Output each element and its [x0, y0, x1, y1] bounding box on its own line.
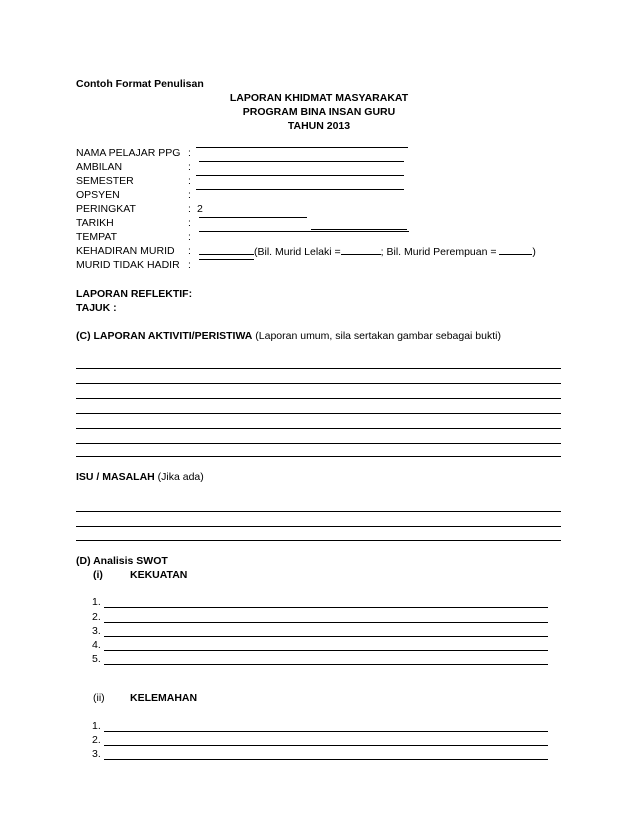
opsyen-blank[interactable] [196, 189, 404, 190]
title-line-2: PROGRAM BINA INSAN GURU [242, 106, 396, 118]
weakness-line[interactable] [104, 745, 548, 746]
field-label-nama: NAMA PELAJAR PPG [76, 147, 181, 159]
field-colon: : [188, 189, 191, 201]
section-d-heading: (D) Analisis SWOT [76, 555, 168, 567]
writing-line[interactable] [76, 511, 561, 512]
semester-blank[interactable] [196, 175, 404, 176]
field-colon: : [188, 203, 191, 215]
writing-line[interactable] [76, 383, 561, 384]
writing-line[interactable] [76, 428, 561, 429]
reflective-heading: LAPORAN REFLEKTIF: [76, 288, 193, 300]
strength-number: 3. [92, 625, 101, 637]
strength-line[interactable] [104, 636, 548, 637]
writing-line[interactable] [76, 540, 561, 541]
weakness-index: (ii) [93, 692, 105, 704]
section-c-label: (C) LAPORAN AKTIVITI/PERISTIWA [76, 330, 253, 342]
strength-number: 4. [92, 639, 101, 651]
tarikh-blank-2[interactable] [311, 217, 407, 230]
section-c-heading [76, 330, 501, 342]
kehadiran-row [199, 245, 536, 258]
field-label-kehadiran: KEHADIRAN MURID [76, 245, 175, 257]
strength-index: (i) [93, 569, 103, 581]
tarikh-blank-1[interactable] [199, 217, 307, 218]
kehadiran-total-blank[interactable] [199, 245, 254, 255]
ambilan-blank[interactable] [199, 161, 404, 162]
field-colon: : [188, 245, 191, 257]
weakness-number: 1. [92, 720, 101, 732]
field-colon: : [188, 259, 191, 271]
tempat-blank[interactable] [199, 231, 409, 232]
field-colon: : [188, 217, 191, 229]
nama-pelajar-blank[interactable] [196, 147, 408, 148]
field-colon: : [188, 231, 191, 243]
field-colon: : [188, 161, 191, 173]
weakness-line[interactable] [104, 759, 548, 760]
issue-heading [76, 471, 204, 483]
weakness-number: 2. [92, 734, 101, 746]
strength-number: 1. [92, 596, 101, 608]
field-label-opsyen: OPSYEN [76, 189, 120, 201]
field-label-tidak-hadir: MURID TIDAK HADIR [76, 259, 180, 271]
field-label-tarikh: TARIKH [76, 217, 114, 229]
strength-line[interactable] [104, 650, 548, 651]
weakness-label: KELEMAHAN [130, 692, 198, 704]
field-colon: : [188, 175, 191, 187]
writing-line[interactable] [76, 456, 561, 457]
issue-note: (Jika ada) [154, 471, 204, 483]
section-c-note: (Laporan umum, sila sertakan gambar sebagai bukti) [252, 330, 501, 342]
writing-line[interactable] [76, 413, 561, 414]
field-colon: : [188, 147, 191, 159]
topic-label: TAJUK : [76, 302, 117, 314]
strength-label: KEKUATAN [130, 569, 188, 581]
strength-line[interactable] [104, 607, 548, 608]
writing-line[interactable] [76, 398, 561, 399]
title-line-3: TAHUN 2013 [287, 120, 351, 132]
strength-number: 2. [92, 611, 101, 623]
field-label-tempat: TEMPAT [76, 231, 118, 243]
issue-label: ISU / MASALAH [76, 471, 155, 483]
strength-line[interactable] [104, 622, 548, 623]
field-label-semester: SEMESTER [76, 175, 134, 187]
strength-number: 5. [92, 653, 101, 665]
weakness-number: 3. [92, 748, 101, 760]
writing-line[interactable] [76, 526, 561, 527]
bil-murid-perempuan-label: ; Bil. Murid Perempuan = [380, 246, 497, 258]
close-paren: ) [532, 246, 536, 258]
weakness-line[interactable] [104, 731, 548, 732]
perempuan-blank[interactable] [499, 245, 532, 255]
writing-line[interactable] [76, 443, 561, 444]
example-label: Contoh Format Penulisan [76, 78, 204, 90]
tidak-hadir-blank[interactable] [199, 259, 254, 260]
writing-line[interactable] [76, 368, 561, 369]
lelaki-blank[interactable] [341, 245, 381, 255]
field-label-ambilan: AMBILAN [76, 161, 123, 173]
peringkat-value: 2 [197, 203, 203, 215]
bil-murid-lelaki-label: (Bil. Murid Lelaki = [254, 246, 341, 258]
strength-line[interactable] [104, 664, 548, 665]
title-line-1: LAPORAN KHIDMAT MASYARAKAT [229, 92, 409, 104]
field-label-peringkat: PERINGKAT [76, 203, 136, 215]
